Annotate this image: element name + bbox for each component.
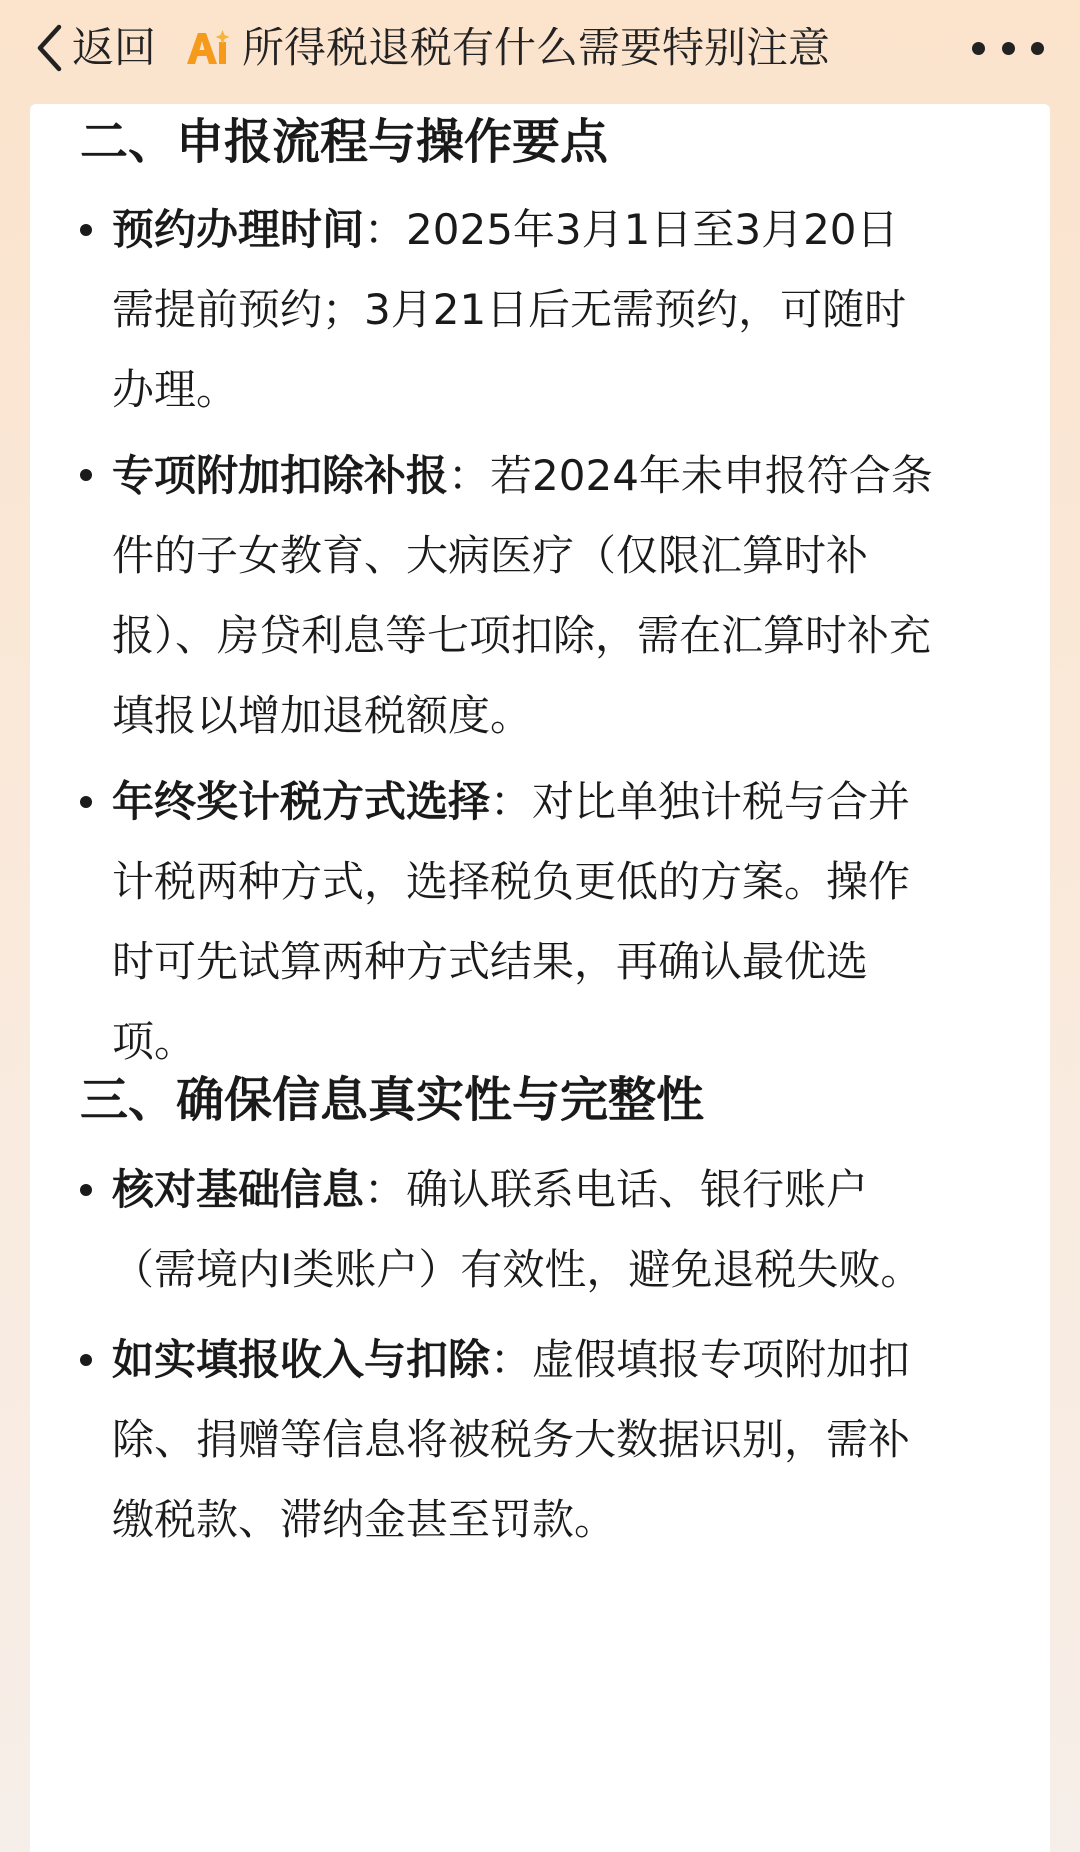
bullet-icon [80, 469, 92, 481]
more-dots-icon [972, 42, 985, 55]
section-heading: 三、确保信息真实性与完整性 [80, 1072, 705, 1128]
item-separator: ： [364, 1165, 407, 1214]
bullet-icon [80, 1354, 92, 1366]
item-lead: 预约办理时间 [112, 205, 365, 254]
item-lead: 核对基础信息 [112, 1165, 365, 1214]
item-body: 2025年3月1日至3月20日需提前预约；3月21日后无需预约，可随时办理。 [112, 205, 907, 414]
back-button[interactable] [0, 13, 156, 83]
item-separator: ： [364, 205, 407, 254]
list-item [112, 1150, 934, 1310]
page-title: 所得税退税有什么需要特别注意 [242, 27, 831, 69]
list-item [112, 190, 934, 430]
back-label: 返回 [72, 23, 157, 72]
bottom-fade [30, 1822, 1050, 1852]
bullet-icon [80, 224, 92, 236]
item-body: 对比单独计税与合并计税两种方式，选择税负更低的方案。操作时可先试算两种方式结果，再确认最优选项。 [112, 777, 911, 1066]
ai-logo-icon [184, 28, 230, 68]
list-item [112, 1320, 934, 1560]
item-lead: 年终奖计税方式选择 [112, 777, 491, 826]
chevron-left-icon [34, 23, 64, 73]
more-dot [1002, 42, 1015, 55]
list-item [112, 762, 934, 1082]
item-body: 若2024年未申报符合条件的子女教育、大病医疗（仅限汇算时补报）、房贷利息等七项扣除，需在汇算时补充填报以增加退税额度。 [112, 451, 933, 740]
item-separator: ： [448, 451, 491, 500]
bullet-icon [80, 1184, 92, 1196]
item-lead: 如实填报收入与扣除 [112, 1335, 491, 1384]
item-lead: 专项附加扣除补报 [112, 451, 449, 500]
item-body: 确认联系电话、银行账户（需境内I类账户）有效性，避免退税失败。 [112, 1165, 923, 1294]
item-separator: ： [490, 1335, 533, 1384]
item-separator: ： [490, 777, 533, 826]
bullet-icon [80, 796, 92, 808]
top-nav-bar [0, 0, 1080, 96]
answer-card [30, 104, 1050, 1852]
more-dot [1031, 42, 1044, 55]
list-item [112, 436, 934, 756]
section-heading: 二、申报流程与操作要点 [80, 114, 609, 170]
item-body: 虚假填报专项附加扣除、捐赠等信息将被税务大数据识别，需补缴税款、滞纳金甚至罚款。 [112, 1335, 911, 1544]
more-options-button[interactable] [972, 26, 1044, 70]
